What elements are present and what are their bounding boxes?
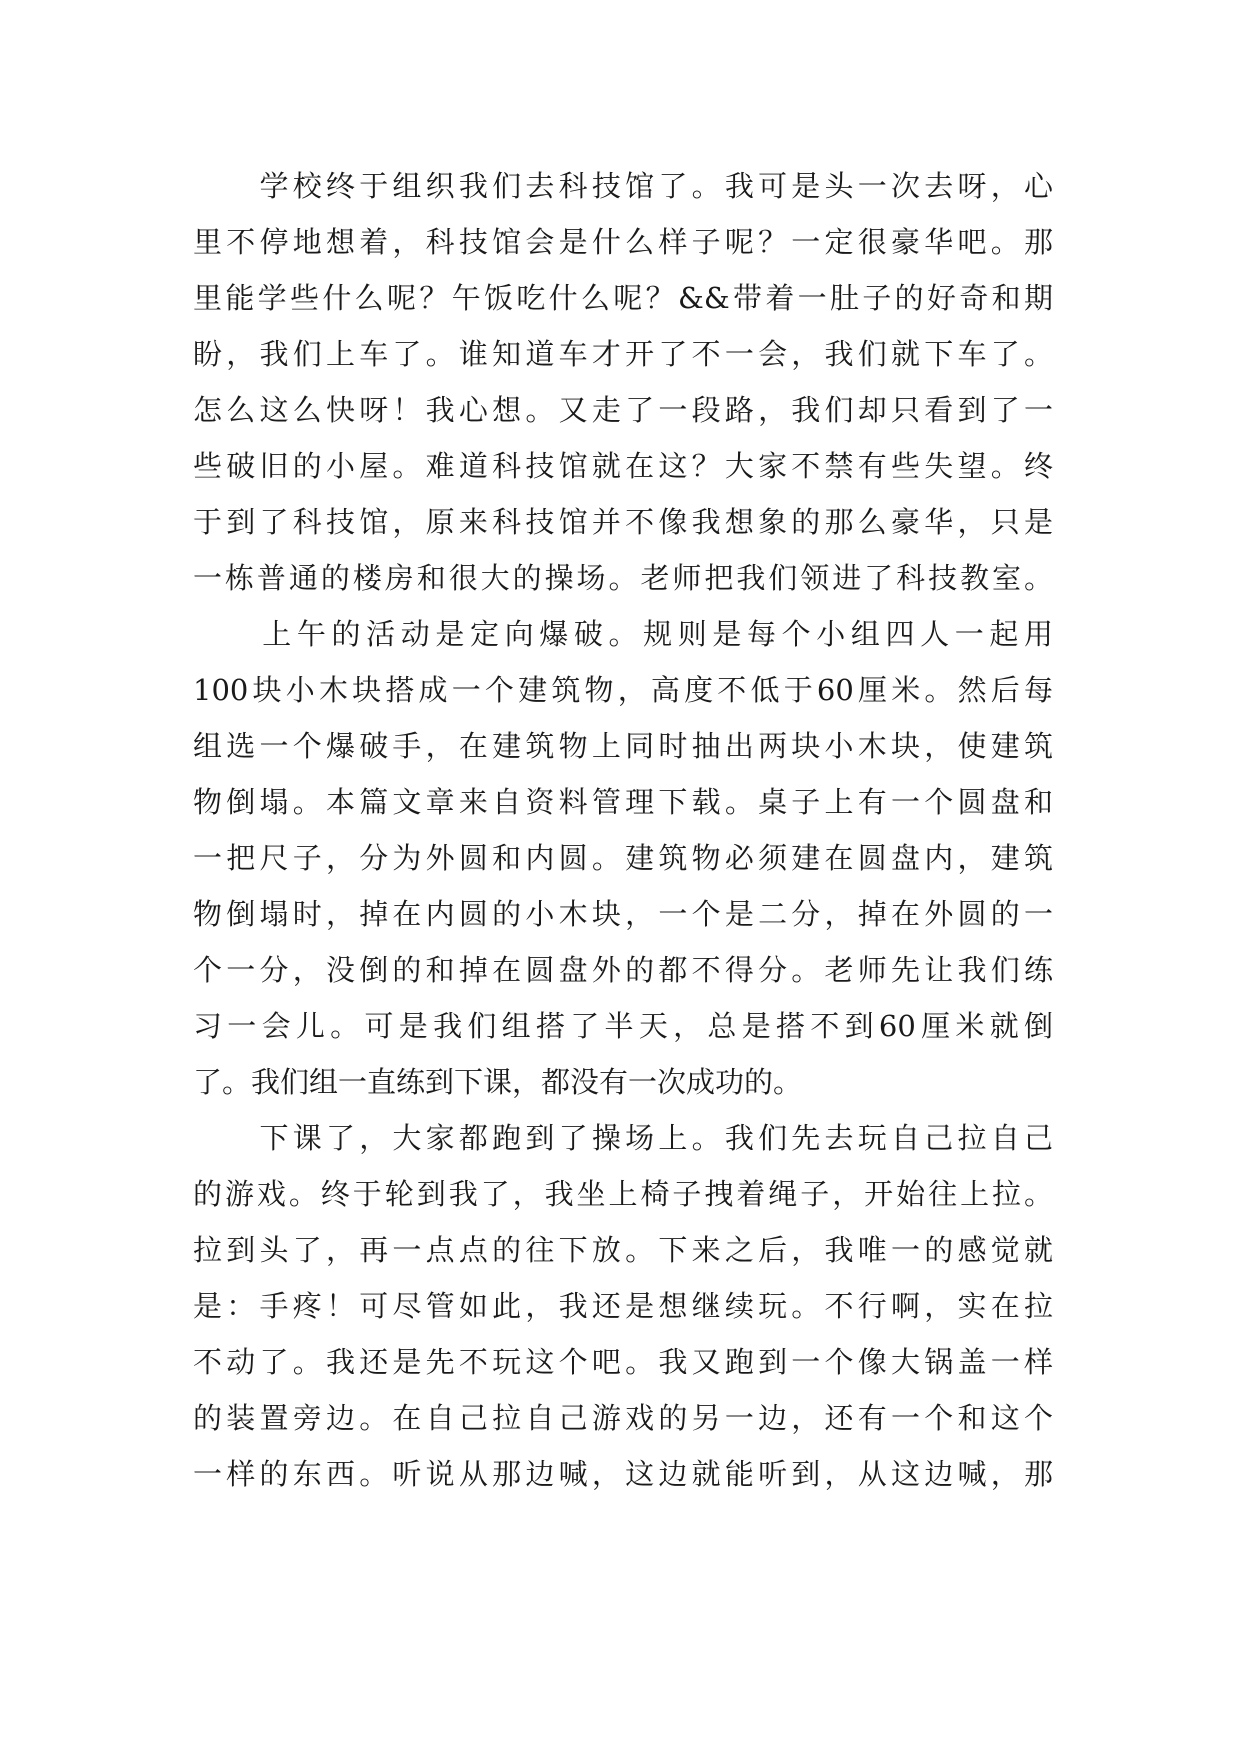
text-line: 的游戏。终于轮到我了，我坐上椅子拽着绳子，开始往上拉。 [193, 1177, 1053, 1211]
text-line: 是：手疼！可尽管如此，我还是想继续玩。不行啊，实在拉 [193, 1289, 1053, 1323]
text-line: 里能学些什么呢？午饭吃什么呢？&&带着一肚子的好奇和期 [193, 281, 1053, 315]
text-line: 拉到头了，再一点点的往下放。下来之后，我唯一的感觉就 [193, 1233, 1053, 1267]
text-line: 个一分，没倒的和掉在圆盘外的都不得分。老师先让我们练 [193, 953, 1053, 987]
text-line: 一栋普通的楼房和很大的操场。老师把我们领进了科技教室。 [193, 561, 1053, 595]
text-line: 一样的东西。听说从那边喊，这边就能听到，从这边喊，那 [193, 1457, 1053, 1491]
paragraph-1 [193, 158, 1053, 606]
text-line: 下课了，大家都跑到了操场上。我们先去玩自己拉自己 [193, 1121, 1053, 1155]
text-line: 盼，我们上车了。谁知道车才开了不一会，我们就下车了。 [193, 337, 1053, 371]
text-line: 些破旧的小屋。难道科技馆就在这？大家不禁有些失望。终 [193, 449, 1053, 483]
text-line: 物倒塌时，掉在内圆的小木块，一个是二分，掉在外圆的一 [193, 897, 1053, 931]
text-line: 上午的活动是定向爆破。规则是每个小组四人一起用 [193, 617, 1053, 651]
text-line: 学校终于组织我们去科技馆了。我可是头一次去呀，心 [193, 169, 1053, 203]
text-line: 组选一个爆破手，在建筑物上同时抽出两块小木块，使建筑 [193, 729, 1053, 763]
text-line: 里不停地想着，科技馆会是什么样子呢？一定很豪华吧。那 [193, 225, 1053, 259]
text-line: 怎么这么快呀！我心想。又走了一段路，我们却只看到了一 [193, 393, 1053, 427]
paragraph-2 [193, 606, 1053, 1110]
paragraph-3 [193, 1110, 1053, 1502]
article-body [193, 158, 1053, 1502]
text-line: 一把尺子，分为外圆和内圆。建筑物必须建在圆盘内，建筑 [193, 841, 1053, 875]
text-line: 习一会儿。可是我们组搭了半天，总是搭不到60厘米就倒 [193, 1009, 1053, 1043]
text-line: 于到了科技馆，原来科技馆并不像我想象的那么豪华，只是 [193, 505, 1053, 539]
text-line: 不动了。我还是先不玩这个吧。我又跑到一个像大锅盖一样 [193, 1345, 1053, 1379]
text-line: 的装置旁边。在自己拉自己游戏的另一边，还有一个和这个 [193, 1401, 1053, 1435]
text-line: 物倒塌。本篇文章来自资料管理下载。桌子上有一个圆盘和 [193, 785, 1053, 819]
text-line: 了。我们组一直练到下课，都没有一次成功的。 [193, 1065, 803, 1099]
text-line: 100块小木块搭成一个建筑物，高度不低于60厘米。然后每 [193, 673, 1053, 707]
